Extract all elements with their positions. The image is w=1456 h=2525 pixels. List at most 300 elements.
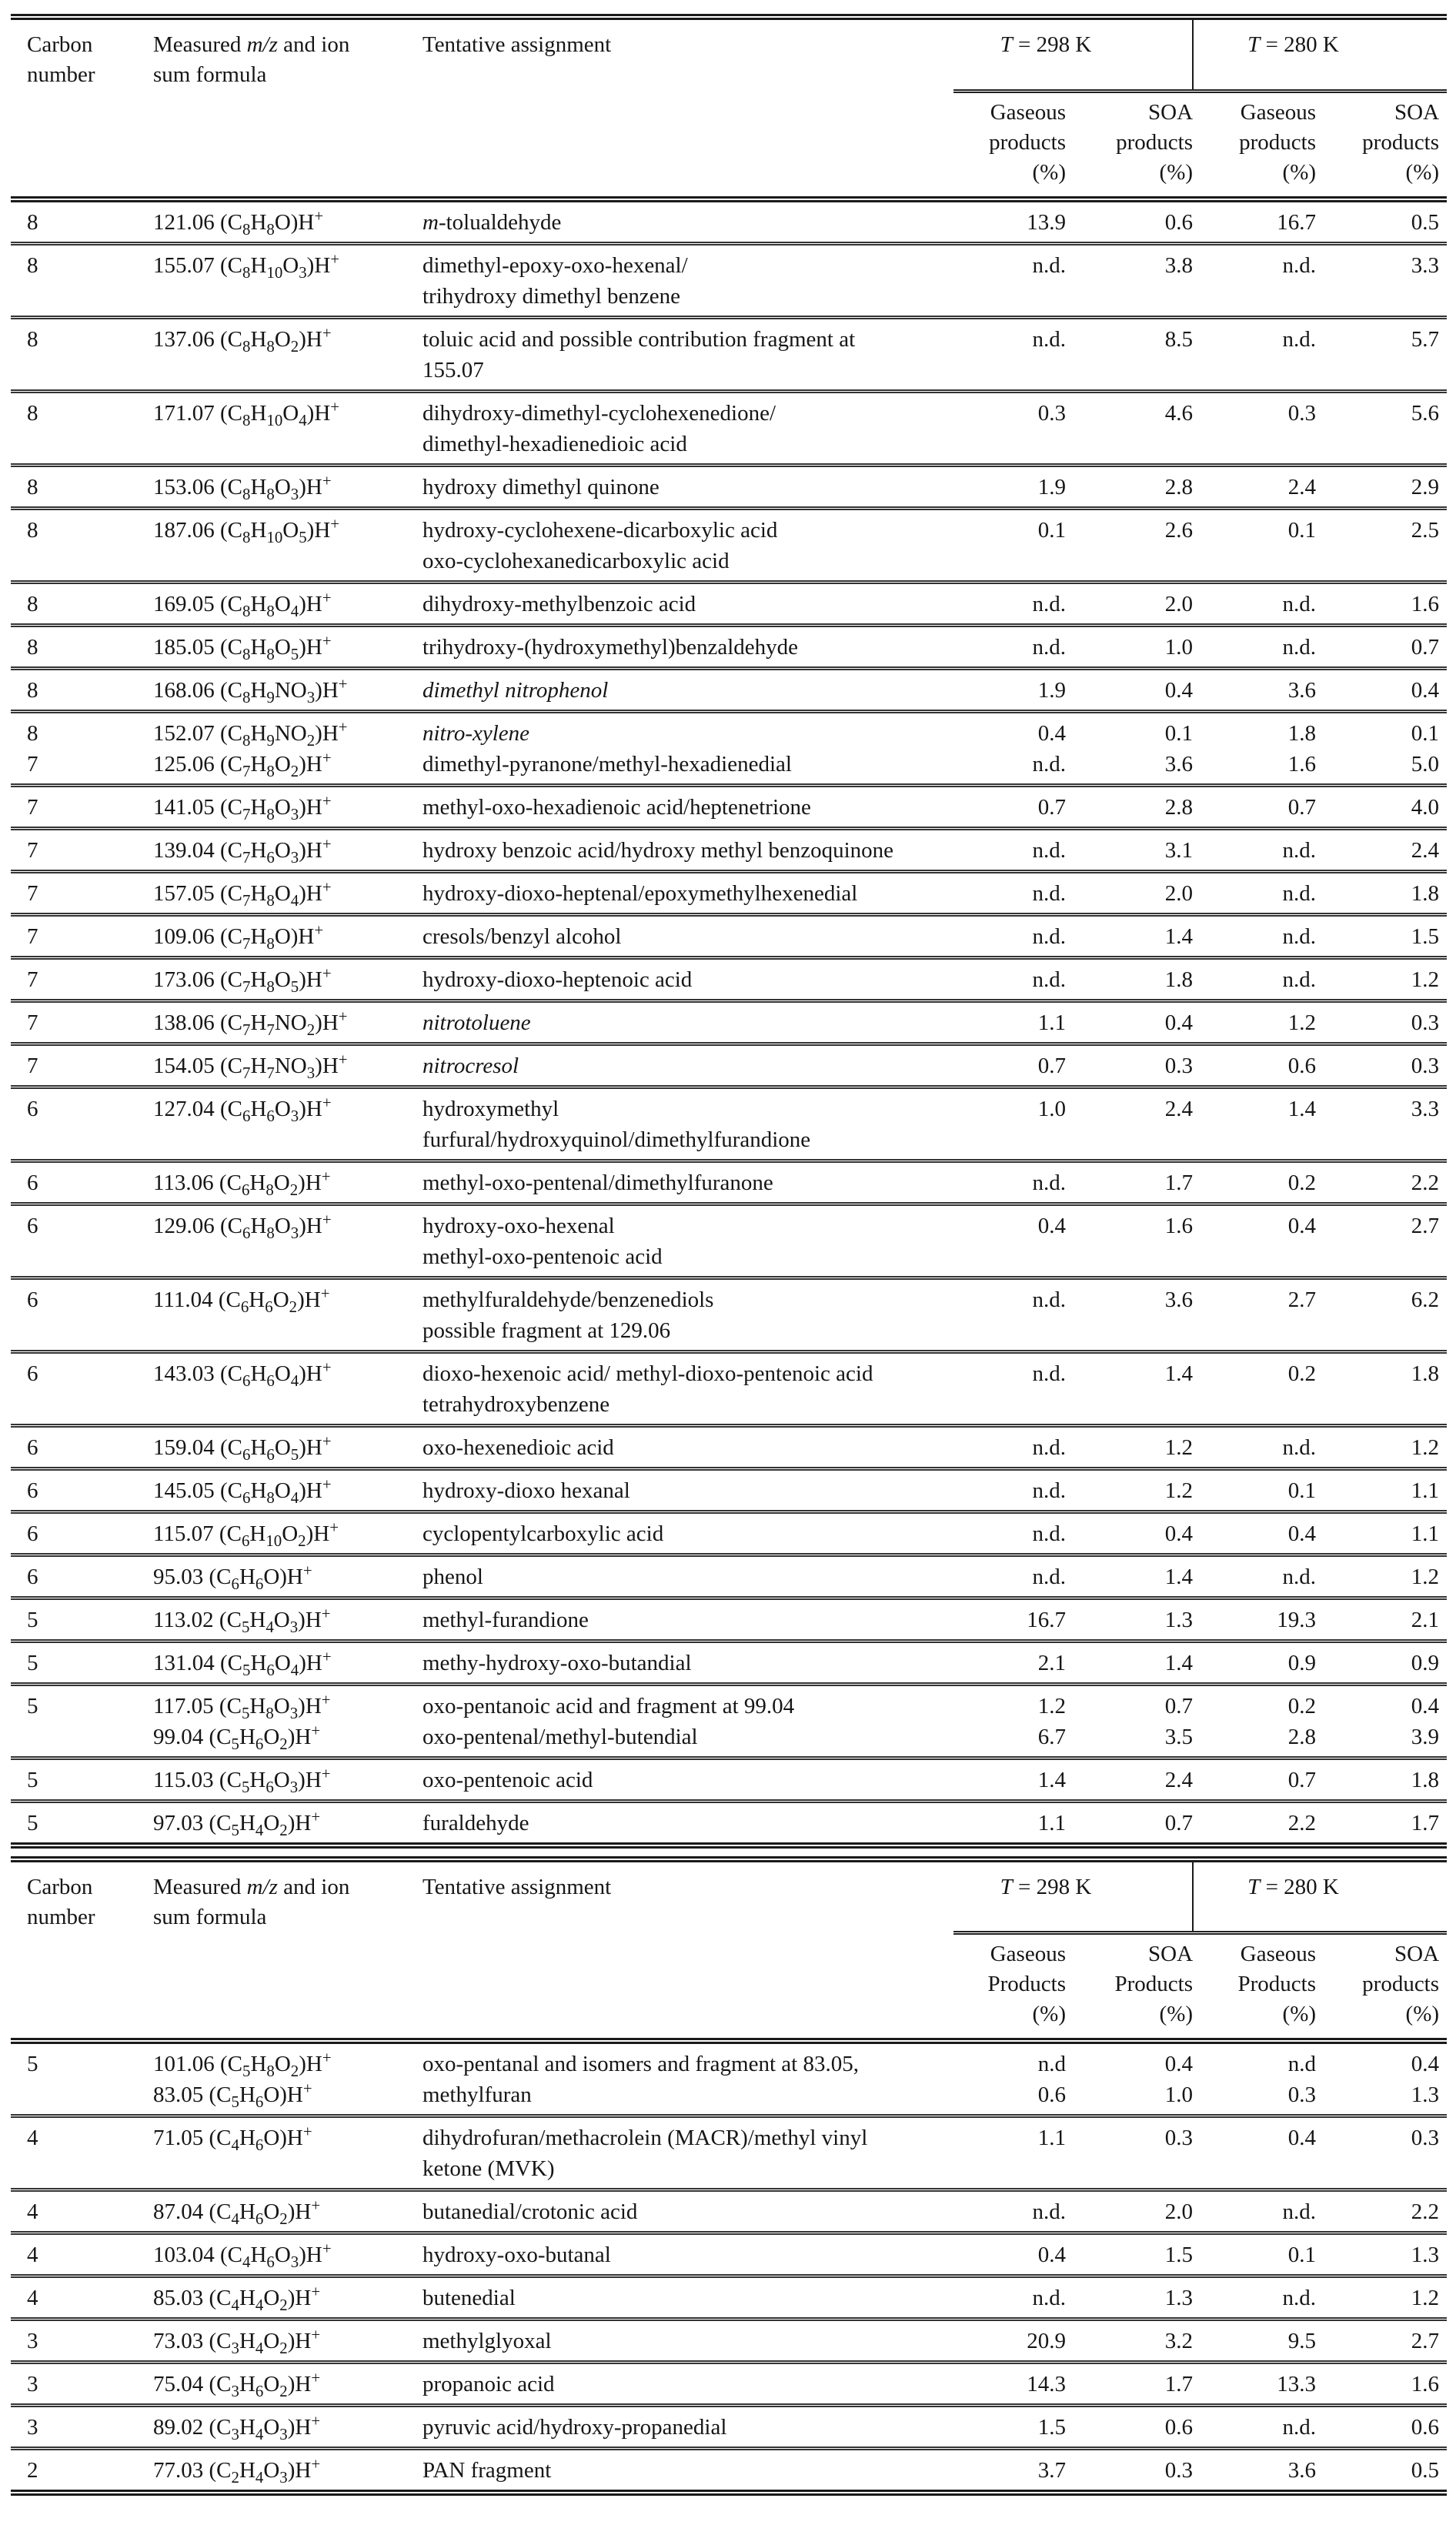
value-text: 3.5 (1164, 1724, 1194, 1749)
assignment-cell (422, 1684, 953, 1758)
value-cell-gaseous-298k (953, 582, 1066, 625)
value-text: 13.9 (1027, 209, 1066, 235)
value-cell-gaseous-280k (1193, 2406, 1316, 2449)
carbon-number (27, 1389, 153, 1420)
ion-formula: 115.07 $(C_6H_{10}O_2)H^+$ (153, 1517, 339, 1550)
value-cell-gaseous-280k (1193, 871, 1316, 914)
value-cell-gaseous-280k (1193, 1204, 1316, 1278)
value-text: 0.1 (1164, 720, 1194, 746)
ion-formula: 159.04 $(C_6H_6O_5)H^+$ (153, 1431, 332, 1464)
assignment-cell (422, 2320, 953, 2363)
assignment-text: hydroxy benzoic acid/hydroxy methyl benzoquinone (422, 837, 894, 863)
value-text: 13.3 (1277, 2372, 1317, 2396)
value-cell-gaseous-280k (1193, 828, 1316, 871)
carbon-number: 8 (27, 517, 38, 543)
value-cell-gaseous-280k (1193, 1351, 1316, 1425)
value-text (1316, 2153, 1439, 2184)
value-cell-gaseous-298k (953, 2363, 1066, 2406)
value-text: 2.4 (1164, 1096, 1194, 1121)
value-text: 0.6 (1037, 2082, 1066, 2107)
ion-formula-cell (153, 1044, 422, 1087)
subheader-gaseous-298k (953, 1933, 1066, 2042)
subheader-line: Products (987, 1972, 1066, 1996)
subheader-gaseous-280k (1193, 1933, 1316, 2042)
subheader-line: SOA (1394, 1942, 1440, 1966)
carbon-cell (11, 1278, 153, 1351)
column-header-measured-mz (153, 1859, 422, 2042)
value-text: n.d. (1282, 923, 1317, 949)
value-cell-soa-298k (1066, 2276, 1193, 2320)
value-cell-soa-298k (1066, 957, 1193, 1000)
carbon-number: 7 (27, 1053, 38, 1078)
value-text: 1.8 (1287, 720, 1317, 746)
carbon-number: 7 (27, 1010, 38, 1035)
assignment-cell (422, 957, 953, 1000)
value-text: 3.6 (1287, 677, 1317, 703)
ion-formula: 89.02 $(C_3H_4O_3)H^+$ (153, 2411, 321, 2443)
value-text: 1.2 (1411, 2286, 1440, 2310)
table-row (11, 465, 1447, 508)
value-text (1193, 1241, 1316, 1272)
carbon-cell (11, 1758, 153, 1801)
assignment-cell (422, 785, 953, 828)
ion-formula: 173.06 $(C_7H_8O_5)H^+$ (153, 963, 332, 996)
assignment-text: methylfuran (422, 2082, 532, 2107)
ion-formula-cell (153, 1087, 422, 1161)
ion-formula: 115.03 $(C_5H_6O_3)H^+$ (153, 1763, 331, 1796)
value-cell-gaseous-298k (953, 1000, 1066, 1044)
subheader-line: (%) (1282, 2002, 1317, 2026)
value-text: n.d. (1032, 751, 1066, 777)
carbon-number: 5 (27, 1767, 38, 1792)
value-cell-gaseous-298k (953, 1204, 1066, 1278)
ion-formula: 83.05 $(C_5H_6O)H^+$ (153, 2079, 312, 2111)
table-body (11, 2041, 1447, 2493)
assignment-cell (422, 391, 953, 465)
subheader-line: SOA (1148, 99, 1194, 125)
carbon-cell (11, 785, 153, 828)
carbon-cell (11, 1555, 153, 1598)
carbon-number (27, 1124, 153, 1155)
ion-formula-cell (153, 508, 422, 582)
ion-formula (153, 355, 422, 386)
ion-formula-cell (153, 1000, 422, 1044)
subheader-line: products (1362, 129, 1440, 155)
assignment-text: dioxo-hexenoic acid/ methyl-dioxo-pentenoic acid (422, 1361, 873, 1386)
carbon-number: 7 (27, 923, 38, 949)
value-text (1066, 546, 1193, 576)
value-text: 2.0 (1164, 2199, 1194, 2224)
carbon-cell (11, 243, 153, 317)
assignment-text: ketone (MVK) (422, 2156, 555, 2181)
assignment-text: propanoic acid (422, 2372, 555, 2396)
carbon-cell (11, 465, 153, 508)
assignment-text: methylglyoxal (422, 2329, 552, 2353)
value-cell-gaseous-280k (1193, 1555, 1316, 1598)
carbon-number (27, 355, 153, 386)
value-text: n.d. (1282, 326, 1317, 352)
assignment-text: hydroxy-cyclohexene-dicarboxylic acid (422, 517, 778, 543)
assignment-cell (422, 914, 953, 957)
carbon-number: 6 (27, 1564, 38, 1589)
value-text: 0.4 (1411, 2052, 1440, 2076)
table-row (11, 1641, 1447, 1684)
value-cell-gaseous-280k (1193, 2363, 1316, 2406)
value-text (953, 1389, 1066, 1420)
assignment-cell (422, 2190, 953, 2233)
value-cell-soa-298k (1066, 828, 1193, 871)
value-cell-gaseous-280k (1193, 957, 1316, 1000)
carbon-cell (11, 1000, 153, 1044)
ion-formula-cell (153, 199, 422, 244)
value-text: n.d. (1282, 1435, 1317, 1460)
assignment-text: possible fragment at 129.06 (422, 1318, 671, 1343)
ion-formula: 131.04 $(C_5H_6O_4)H^+$ (153, 1646, 332, 1679)
value-cell-gaseous-298k (953, 1684, 1066, 1758)
ion-formula: 137.06 $(C_8H_8O_2)H^+$ (153, 322, 332, 356)
assignment-cell (422, 2233, 953, 2276)
value-text: 1.4 (1164, 923, 1194, 949)
value-text: 20.9 (1027, 2329, 1066, 2353)
value-cell-soa-298k (1066, 1087, 1193, 1161)
carbon-number: 3 (27, 2372, 38, 2396)
ion-formula-cell (153, 2449, 422, 2493)
assignment-cell (422, 465, 953, 508)
assignment-cell (422, 1758, 953, 1801)
subheader-soa-280k (1316, 1933, 1447, 2042)
value-cell-gaseous-298k (953, 957, 1066, 1000)
value-text: 5.6 (1411, 400, 1440, 426)
value-text: 1.1 (1037, 1810, 1066, 1835)
assignment-text: methy-hydroxy-oxo-butandial (422, 1650, 692, 1675)
value-text: 5.0 (1411, 751, 1440, 777)
value-cell-gaseous-280k (1193, 243, 1316, 317)
value-cell-gaseous-280k (1193, 1641, 1316, 1684)
value-text: 1.0 (1164, 2082, 1194, 2107)
value-cell-gaseous-298k (953, 2276, 1066, 2320)
assignment-cell (422, 1425, 953, 1468)
value-cell-soa-280k (1316, 1684, 1447, 1758)
value-text: 3.3 (1411, 1096, 1440, 1121)
carbon-cell (11, 2406, 153, 2449)
value-text: n.d. (1032, 252, 1066, 278)
assignment-cell (422, 2449, 953, 2493)
table-row (11, 957, 1447, 1000)
value-text: 2.9 (1411, 474, 1440, 499)
value-cell-gaseous-280k (1193, 914, 1316, 957)
ion-formula-cell (153, 1468, 422, 1511)
value-cell-gaseous-298k (953, 465, 1066, 508)
value-cell-soa-280k (1316, 1641, 1447, 1684)
carbon-number (27, 2079, 153, 2110)
value-cell-soa-280k (1316, 2363, 1447, 2406)
value-cell-gaseous-280k (1193, 1801, 1316, 1845)
value-text (953, 1315, 1066, 1346)
assignment-cell (422, 2041, 953, 2116)
value-text: 1.3 (1164, 2286, 1194, 2310)
value-cell-gaseous-298k (953, 1555, 1066, 1598)
value-cell-gaseous-298k (953, 2233, 1066, 2276)
ion-formula (153, 2153, 422, 2184)
value-cell-soa-280k (1316, 317, 1447, 391)
ion-formula-cell (153, 828, 422, 871)
table-header (11, 17, 1447, 199)
ion-formula: 155.07 $(C_8H_{10}O_3)H^+$ (153, 249, 340, 282)
value-text: 2.5 (1411, 517, 1440, 543)
value-cell-soa-280k (1316, 1801, 1447, 1845)
value-text: 0.5 (1411, 2458, 1440, 2483)
value-text: 2.7 (1411, 1213, 1440, 1238)
table-row (11, 2320, 1447, 2363)
table-row (11, 1511, 1447, 1555)
value-text: 0.3 (1287, 2082, 1317, 2107)
table-row (11, 1684, 1447, 1758)
ion-formula: 141.05 $(C_7H_8O_3)H^+$ (153, 790, 332, 823)
value-text: 0.9 (1287, 1650, 1317, 1675)
value-cell-gaseous-298k (953, 1044, 1066, 1087)
assignment-cell (422, 1044, 953, 1087)
table-row (11, 508, 1447, 582)
value-text: n.d. (1282, 634, 1317, 660)
value-text: 3.1 (1164, 837, 1194, 863)
table-body (11, 199, 1447, 1845)
ion-formula: 145.05 $(C_6H_8O_4)H^+$ (153, 1474, 332, 1507)
header-line: Measured m/z and ion (153, 32, 350, 57)
carbon-cell (11, 1684, 153, 1758)
value-cell-soa-280k (1316, 828, 1447, 871)
value-text: 2.8 (1287, 1724, 1317, 1749)
ion-formula: 73.03 $(C_3H_4O_2)H^+$ (153, 2325, 321, 2357)
carbon-number: 5 (27, 1650, 38, 1675)
value-cell-gaseous-280k (1193, 2041, 1316, 2116)
value-text: n.d. (1032, 1361, 1066, 1386)
value-text: n.d. (1032, 591, 1066, 616)
table-row (11, 828, 1447, 871)
temp-header-298k (953, 1859, 1193, 1933)
value-cell-soa-298k (1066, 1684, 1193, 1758)
value-text: 0.4 (1164, 1521, 1194, 1546)
value-text: 2.8 (1164, 474, 1194, 499)
value-text: 0.4 (1287, 2126, 1317, 2150)
value-text: 0.5 (1411, 209, 1440, 235)
ion-formula: 103.04 $(C_4H_6O_3)H^+$ (153, 2239, 332, 2271)
value-cell-gaseous-280k (1193, 1511, 1316, 1555)
header-line: sum formula (153, 1904, 267, 1929)
value-cell-gaseous-298k (953, 2116, 1066, 2190)
value-text (1316, 1315, 1439, 1346)
assignment-cell (422, 2116, 953, 2190)
carbon-cell (11, 828, 153, 871)
carbon-number: 4 (27, 2126, 38, 2150)
value-text: 1.8 (1411, 1767, 1440, 1792)
ion-formula: 187.06 $(C_8H_{10}O_5)H^+$ (153, 513, 340, 546)
value-cell-gaseous-298k (953, 2449, 1066, 2493)
value-cell-soa-280k (1316, 914, 1447, 957)
ion-formula: 152.07 $(C_8H_9NO_2)H^+$ (153, 716, 348, 750)
value-text: 0.2 (1287, 1693, 1317, 1718)
ion-formula (153, 1389, 422, 1420)
carbon-cell (11, 2116, 153, 2190)
temp-header-298k (953, 17, 1193, 91)
column-header-carbon-number (11, 1859, 153, 2042)
value-cell-soa-298k (1066, 914, 1193, 957)
value-cell-soa-298k (1066, 1425, 1193, 1468)
value-text: 4.6 (1164, 400, 1194, 426)
carbon-number (27, 546, 153, 576)
value-cell-soa-298k (1066, 2190, 1193, 2233)
ion-formula: 157.05 $(C_7H_8O_4)H^+$ (153, 877, 332, 910)
assignment-text: pyruvic acid/hydroxy-propanedial (422, 2415, 727, 2440)
table-row (11, 2406, 1447, 2449)
value-text: 6.7 (1037, 1724, 1066, 1749)
value-text (1066, 355, 1193, 386)
subheader-line: (%) (1032, 2002, 1066, 2026)
value-cell-soa-298k (1066, 2406, 1193, 2449)
assignment-cell (422, 2406, 953, 2449)
carbon-number: 6 (27, 1213, 38, 1238)
value-text (1193, 2153, 1316, 2184)
value-cell-gaseous-298k (953, 508, 1066, 582)
assignment-text: oxo-pentanoic acid and fragment at 99.04 (422, 1693, 795, 1718)
ion-formula: 101.06 $(C_5H_8O_2)H^+$ (153, 2048, 332, 2080)
ion-formula: 121.06 $(C_8H_8O)H^+$ (153, 205, 324, 239)
carbon-number: 8 (27, 252, 38, 278)
value-text: 1.4 (1164, 1564, 1194, 1589)
value-text: 1.2 (1411, 1435, 1440, 1460)
value-cell-gaseous-298k (953, 1161, 1066, 1204)
value-cell-soa-280k (1316, 1468, 1447, 1511)
value-cell-soa-298k (1066, 1044, 1193, 1087)
ion-formula-cell (153, 1161, 422, 1204)
carbon-number (27, 1315, 153, 1346)
value-text: 4.0 (1411, 794, 1440, 820)
assignment-text: oxo-pentenal/methyl-butendial (422, 1724, 698, 1749)
carbon-number (27, 1722, 153, 1752)
assignment-text: trihydroxy-(hydroxymethyl)benzaldehyde (422, 634, 799, 660)
value-text: 1.4 (1164, 1361, 1194, 1386)
assignment-cell (422, 711, 953, 785)
subheader-gaseous-280k (1193, 91, 1316, 199)
value-text: 5.7 (1411, 326, 1440, 352)
table-row (11, 1468, 1447, 1511)
value-text: 0.9 (1411, 1650, 1440, 1675)
assignment-text: dihydroxy-dimethyl-cyclohexenedione/ (422, 400, 776, 426)
value-text: 0.7 (1287, 1767, 1317, 1792)
value-text: 0.7 (1037, 794, 1066, 820)
value-text: n.d. (1282, 880, 1317, 906)
table-row (11, 199, 1447, 244)
ion-formula: 99.04 $(C_5H_6O_2)H^+$ (153, 1720, 321, 1753)
table-row (11, 2233, 1447, 2276)
value-cell-gaseous-298k (953, 914, 1066, 957)
value-text: 2.4 (1164, 1767, 1194, 1792)
value-text: 0.3 (1411, 1010, 1440, 1035)
value-text: 3.6 (1164, 751, 1194, 777)
value-cell-soa-298k (1066, 1511, 1193, 1555)
value-text (1066, 1124, 1193, 1155)
value-text: 0.4 (1287, 1213, 1317, 1238)
value-cell-soa-298k (1066, 785, 1193, 828)
value-text: n.d. (1032, 1435, 1066, 1460)
value-cell-gaseous-280k (1193, 1044, 1316, 1087)
carbon-number: 7 (27, 880, 38, 906)
value-text: n.d. (1282, 2286, 1317, 2310)
value-cell-gaseous-280k (1193, 668, 1316, 711)
value-text: 0.1 (1287, 2243, 1317, 2267)
value-text: n.d. (1282, 591, 1317, 616)
assignment-text: nitrotoluene (422, 1010, 531, 1035)
value-cell-soa-280k (1316, 1425, 1447, 1468)
assignment-text: dimethyl nitrophenol (422, 677, 609, 703)
value-cell-soa-280k (1316, 1000, 1447, 1044)
value-cell-soa-298k (1066, 2363, 1193, 2406)
carbon-cell (11, 199, 153, 244)
header-line: T = 280 K (1247, 32, 1339, 57)
ion-formula-cell (153, 668, 422, 711)
value-cell-gaseous-280k (1193, 2116, 1316, 2190)
value-text: 2.1 (1037, 1650, 1066, 1675)
column-header-tentative-assignment (422, 17, 953, 199)
ion-formula-cell (153, 1204, 422, 1278)
value-cell-gaseous-280k (1193, 2449, 1316, 2493)
carbon-cell (11, 2190, 153, 2233)
value-text: 1.7 (1164, 2372, 1194, 2396)
value-text: 0.3 (1037, 400, 1066, 426)
ion-formula-cell (153, 2041, 422, 2116)
value-cell-gaseous-280k (1193, 508, 1316, 582)
value-cell-gaseous-298k (953, 1511, 1066, 1555)
value-cell-soa-280k (1316, 243, 1447, 317)
value-text (1193, 546, 1316, 576)
value-text: n.d. (1282, 2199, 1317, 2224)
value-text (1193, 1124, 1316, 1155)
assignment-cell (422, 582, 953, 625)
value-text: 0.4 (1411, 677, 1440, 703)
value-text: 0.1 (1287, 517, 1317, 543)
value-cell-gaseous-280k (1193, 2233, 1316, 2276)
value-text: 0.2 (1287, 1361, 1317, 1386)
column-header-measured-mz (153, 17, 422, 199)
value-cell-gaseous-298k (953, 2190, 1066, 2233)
carbon-number: 7 (27, 794, 38, 820)
assignment-text: methylfuraldehyde/benzenediols (422, 1287, 714, 1312)
ion-formula-cell (153, 785, 422, 828)
carbon-cell (11, 1204, 153, 1278)
ion-formula-cell (153, 317, 422, 391)
value-text: 0.4 (1287, 1521, 1317, 1546)
carbon-cell (11, 668, 153, 711)
assignment-cell (422, 1278, 953, 1351)
carbon-number: 8 (27, 634, 38, 660)
value-cell-soa-298k (1066, 582, 1193, 625)
carbon-cell (11, 2041, 153, 2116)
header-line: number (27, 62, 95, 87)
assignment-cell (422, 1161, 953, 1204)
value-text: 0.7 (1287, 794, 1317, 820)
carbon-number: 5 (27, 1810, 38, 1835)
value-text: 0.6 (1287, 1053, 1317, 1078)
value-text: n.d. (1032, 326, 1066, 352)
value-text: 0.4 (1037, 720, 1066, 746)
value-text: n.d. (1282, 837, 1317, 863)
column-header-carbon-number (11, 17, 153, 199)
value-cell-gaseous-298k (953, 1598, 1066, 1641)
assignment-text: hydroxy-oxo-hexenal (422, 1213, 615, 1238)
table-row (11, 2116, 1447, 2190)
carbon-cell (11, 1087, 153, 1161)
value-text: 0.7 (1164, 1810, 1194, 1835)
subheader-line: Products (1237, 1972, 1317, 1996)
